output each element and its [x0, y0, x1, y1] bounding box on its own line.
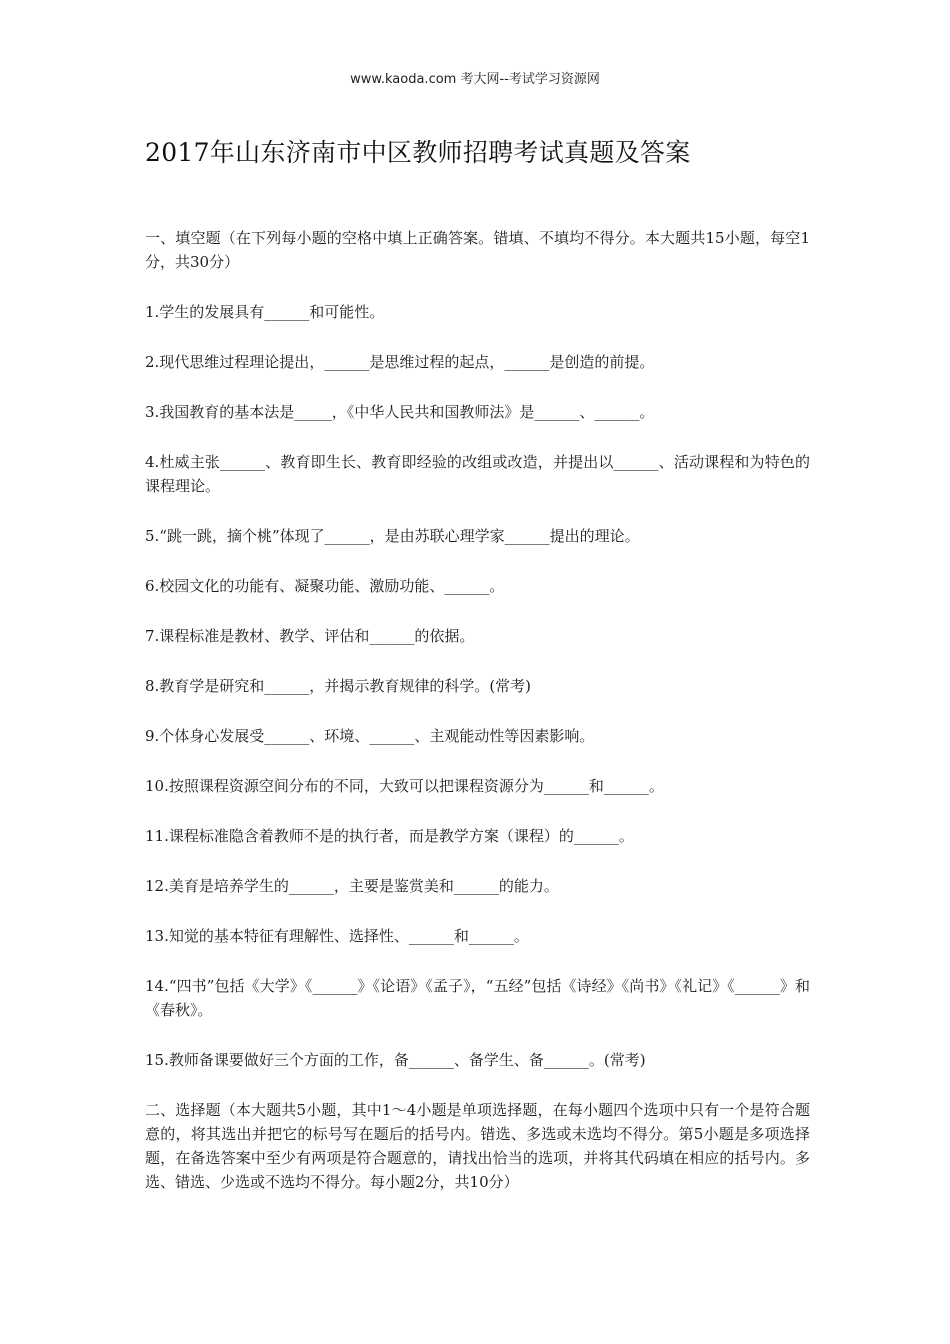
- page-header: www.kaoda.com 考大网--考试学习资源网: [350, 72, 600, 87]
- question-item: 8.教育学是研究和______，并揭示教育规律的科学。(常考): [145, 677, 532, 695]
- question-item: 11.课程标准隐含着教师不是的执行者，而是教学方案（课程）的______。: [145, 827, 634, 845]
- page-title: 2017年山东济南市中区教师招聘考试真题及答案: [145, 138, 691, 167]
- document-body: [145, 226, 810, 1218]
- section-heading-multiple-choice: 二、选择题（本大题共5小题，其中1～4小题是单项选择题，在每小题四个选项中只有一个是符合题意的，将其选出并把它的标号写在题后的括号内。错选、多选或未选均不得分。第5小题是多项选择题，在备选答案中至少有两项是符合题意的，请找出恰当的选项，并将其代码填在相应的括号内。多选、错选、少选或不选均不得分。每小题2分，共10分）: [145, 1101, 810, 1191]
- question-item: 5.“跳一跳，摘个桃”体现了______，是由苏联心理学家______提出的理论。: [145, 527, 640, 545]
- question-item: 9.个体身心发展受______、环境、______、主观能动性等因素影响。: [145, 727, 595, 745]
- question-item: 14.“四书”包括《大学》《______》《论语》《孟子》，“五经”包括《诗经》《尚书》《礼记》《______》和《春秋》。: [145, 977, 810, 1019]
- question-item: 6.校园文化的功能有、凝聚功能、激励功能、______。: [145, 577, 505, 595]
- question-item: 7.课程标准是教材、教学、评估和______的依据。: [145, 627, 475, 645]
- question-item: 4.杜威主张______、教育即生长、教育即经验的改组或改造，并提出以______、活动课程和为特色的课程理论。: [145, 453, 810, 495]
- question-item: 10.按照课程资源空间分布的不同，大致可以把课程资源分为______和______。: [145, 777, 664, 795]
- question-item: 12.美育是培养学生的______，主要是鉴赏美和______的能力。: [145, 877, 559, 895]
- section-heading-fill-in: 一、填空题（在下列每小题的空格中填上正确答案。错填、不填均不得分。本大题共15小题，每空1分，共30分）: [145, 229, 810, 271]
- question-item: 15.教师备课要做好三个方面的工作，备______、备学生、备______。(常考): [145, 1051, 646, 1069]
- question-item: 2.现代思维过程理论提出，______是思维过程的起点，______是创造的前提。: [145, 353, 655, 371]
- question-item: 1.学生的发展具有______和可能性。: [145, 303, 385, 321]
- question-item: 13.知觉的基本特征有理解性、选择性、______和______。: [145, 927, 529, 945]
- question-item: 3.我国教育的基本法是_____，《中华人民共和国教师法》是______、______。: [145, 403, 655, 421]
